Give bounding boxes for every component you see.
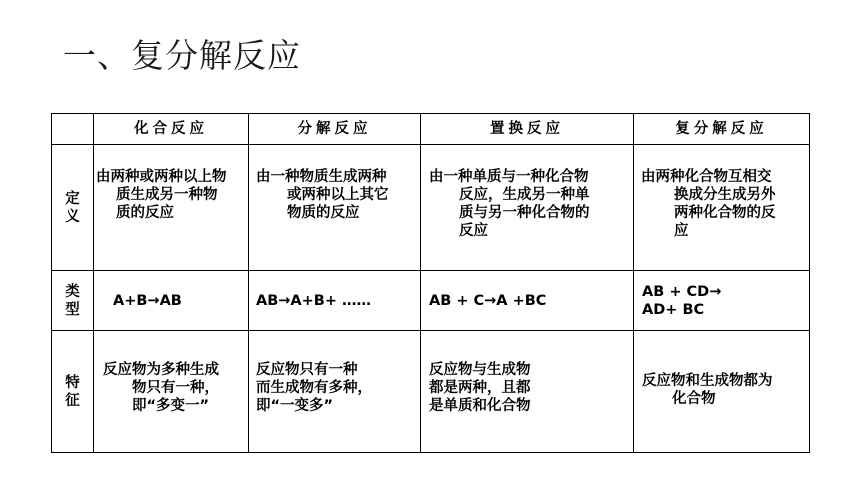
table-corner-cell: [52, 114, 94, 145]
type-displacement-cell: AB + C→A +BC: [421, 271, 634, 331]
row-header-definition: 定 义: [52, 145, 94, 271]
slide-title: 一、复分解反应: [63, 36, 301, 75]
column-header-displacement: 置换反应: [421, 114, 634, 145]
feature-combination-cell: 反应物为多种生成 物只有一种， 即“多变一”: [94, 331, 249, 453]
feature-decomposition-cell: 反应物只有一种 而生成物有多种， 即“一变多”: [249, 331, 421, 453]
table-row-type: [52, 271, 810, 331]
row-header-feature: 特 征: [52, 331, 94, 453]
row-header-type: 类 型: [52, 271, 94, 331]
column-header-double-displacement: 复分解反应: [634, 114, 810, 145]
feature-displacement-cell: 反应物与生成物 都是两种，且都 是单质和化合物: [421, 331, 634, 453]
type-combination-cell: A+B→AB: [94, 271, 249, 331]
column-header-decomposition: 分解反应: [249, 114, 421, 145]
type-decomposition-cell: AB→A+B+ ……: [249, 271, 421, 331]
definition-double-displacement-cell: 由两种化合物互相交 换成分生成另外 两种化合物的反 应: [634, 145, 810, 271]
definition-decomposition-cell: 由一种物质生成两种 或两种以上其它 物质的反应: [249, 145, 421, 271]
table-header-row: [52, 114, 810, 145]
table-row-feature: [52, 331, 810, 453]
column-header-combination: 化合反应: [94, 114, 249, 145]
type-double-displacement-cell: AB + CD→ AD+ BC: [634, 271, 810, 331]
table-row-definition: [52, 145, 810, 271]
reaction-comparison-table: [51, 113, 810, 453]
feature-double-displacement-cell: 反应物和生成物都为 化合物: [634, 331, 810, 453]
definition-combination-cell: 由两种或两种以上物 质生成另一种物 质的反应: [94, 145, 249, 271]
definition-displacement-cell: 由一种单质与一种化合物 反应，生成另一种单 质与另一种化合物的 反应: [421, 145, 634, 271]
